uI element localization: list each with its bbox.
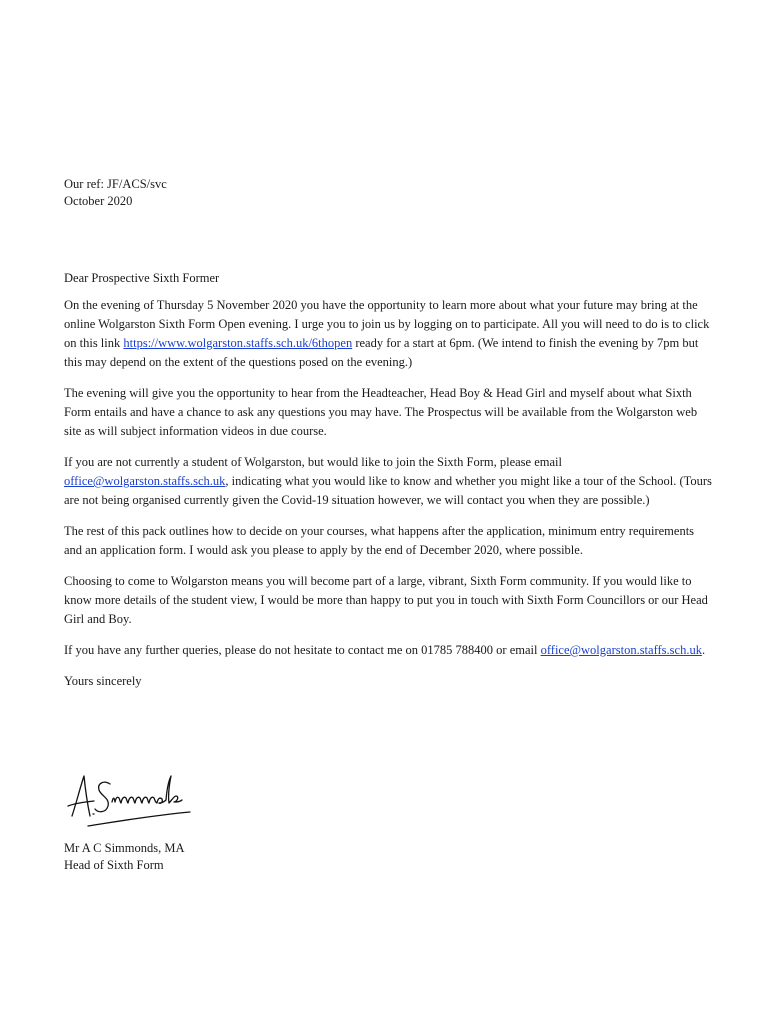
paragraph-text: On the evening of Thursday 5 November 2020 you have the opportunity to learn more about what your future may bring at the online Wolgarston Sixth Form Open evening. I urge you to join us by logging on to participate. All you will need to do is to click on this link [64,298,710,350]
sign-off: Yours sincerely [64,674,142,688]
paragraph-queries [64,641,714,660]
paragraph-text: If you have any further queries, please do not hesitate to contact me on 01785 788400 or email [64,643,541,657]
paragraph-text: . [701,643,706,657]
paragraph-pack-outline: The rest of this pack outlines how to decide on your courses, what happens after the application, minimum entry requirements and an application form. I would ask you please to apply by the end of December 2020, where possible. [64,524,695,557]
paragraph-evening-details: The evening will give you the opportunity to hear from the Headteacher, Head Boy & Head Girl and myself about what Sixth Form entails and have a chance to ask any questions you may have. The Prospectus will be available from the Wolgarston web site as will subject information videos in due course. [64,386,698,438]
letter-date: October 2020 [64,194,133,208]
paragraph-text: If you are not currently a student of Wolgarston, but would like to join the Sixth Form, please email [64,455,562,469]
signer-name: Mr A C Simmonds, MA [64,841,185,855]
salutation: Dear Prospective Sixth Former [64,271,220,285]
signer-title: Head of Sixth Form [64,858,164,872]
signer-block [64,840,185,874]
open-evening-link[interactable]: https://www.wolgarston.staffs.sch.uk/6thopen [123,336,353,350]
reference-block [64,176,167,210]
letter-body [64,269,714,703]
office-email-link-2[interactable]: office@wolgarston.staffs.sch.uk [540,643,702,657]
paragraph-community: Choosing to come to Wolgarston means you will become part of a large, vibrant, Sixth Form community. If you would like to know more details of the student view, I would be more than happy to put you in touch with Sixth Form Councillors or our Head Girl and Boy. [64,574,708,626]
letter-page [64,0,714,1024]
reference-code: Our ref: JF/ACS/svc [64,177,167,191]
handwritten-signature [66,766,206,830]
paragraph-external-students [64,453,714,510]
office-email-link[interactable]: office@wolgarston.staffs.sch.uk [64,474,226,488]
paragraph-text: , indicating what you would like to know and whether you might like a tour of the School. (Tours are not being organised currently given the Covid-19 situation however, we will contact you when they are possible.) [64,474,712,507]
paragraph-open-evening [64,296,714,372]
paragraph-text: ready for a start at 6pm. (We intend to finish the evening by 7pm but this may depend on the extent of the questions posed on the evening.) [64,336,699,369]
